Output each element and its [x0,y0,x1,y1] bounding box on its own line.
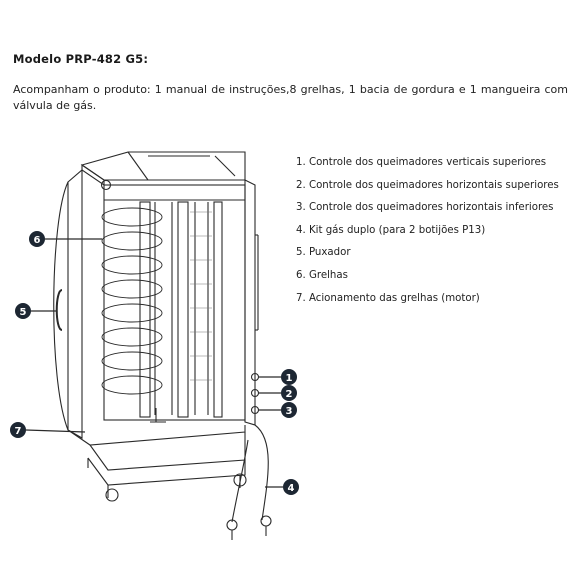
legend-list [296,156,559,314]
grill-discs [102,208,162,394]
callout-2 [281,385,297,401]
legend-item-4: 4. Kit gás duplo (para 2 botijões P13) [296,224,486,236]
callout-6-label: 6 [33,235,41,246]
callout-3-label: 3 [285,406,293,417]
legend-item-7: 7. Acionamento das grelhas (motor) [296,292,480,304]
legend-item-5: 5. Puxador [296,247,351,259]
callout-7-label: 7 [14,426,22,437]
callout-5-label: 5 [19,307,27,318]
callout-3 [281,402,297,418]
callout-2-label: 2 [285,389,293,400]
intro-paragraph: Acompanham o produto: 1 manual de instruções,8 grelhas, 1 bacia de gordura e 1 mangueira com válvula de gás. [13,83,568,112]
callout-4-label: 4 [287,483,295,494]
callout-4 [283,479,299,495]
legend-item-2: 2. Controle dos queimadores horizontais superiores [296,179,559,191]
model-title: Modelo PRP-482 G5: [13,52,149,66]
callout-1 [281,369,297,385]
callout-7 [10,422,26,438]
callout-6 [29,231,45,247]
callout-5 [15,303,31,319]
callout-1-label: 1 [285,373,293,384]
legend-item-1: 1. Controle dos queimadores verticais superiores [296,157,547,168]
legend-item-3: 3. Controle dos queimadores horizontais inferiores [296,202,554,214]
rotisserie-diagram [0,140,320,560]
legend-item-6: 6. Grelhas [296,269,348,281]
